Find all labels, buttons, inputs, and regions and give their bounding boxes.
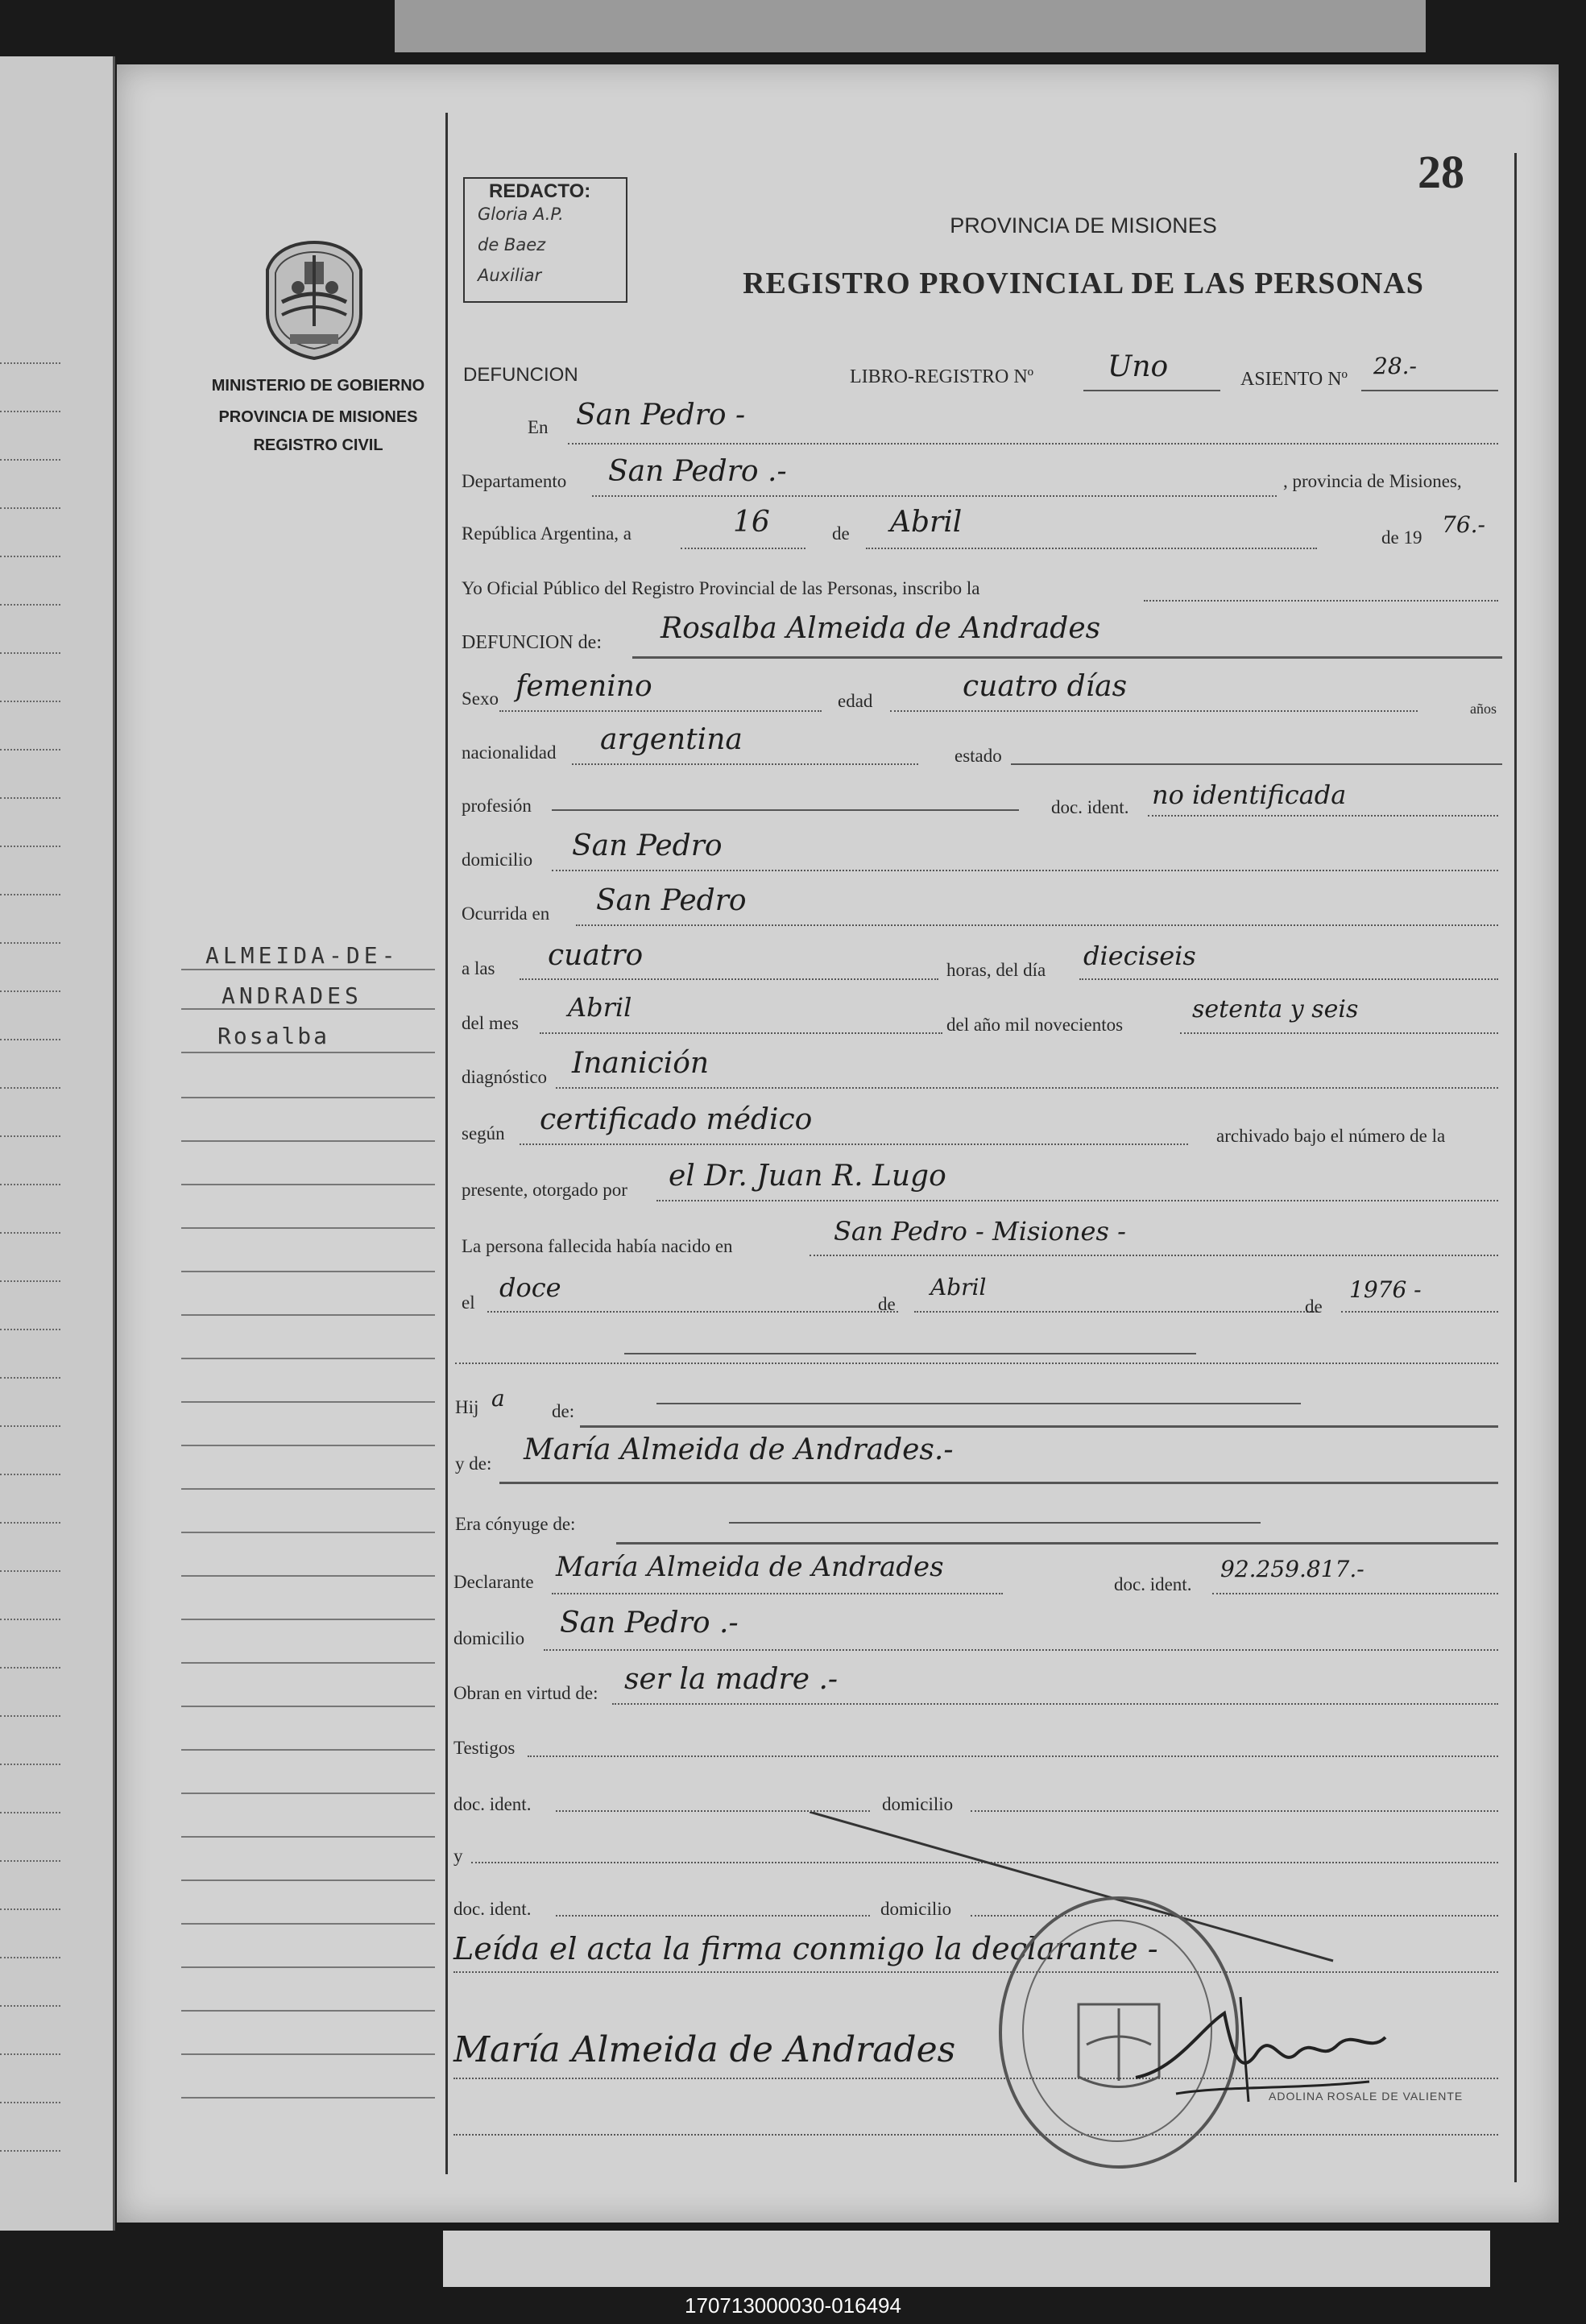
- book-edge-top: [395, 0, 1426, 52]
- provincia-label: , provincia de Misiones,: [1283, 471, 1462, 491]
- de2-label: de: [878, 1294, 896, 1314]
- margin-surname-1: ALMEIDA-DE-: [205, 942, 400, 969]
- redacto-line-3: Auxiliar: [478, 266, 542, 285]
- hij-label: Hij: [455, 1397, 479, 1417]
- anio2-value: 1976 -: [1349, 1276, 1422, 1303]
- profesion-label: profesión: [462, 796, 532, 816]
- redacto-line-1: Gloria A.P.: [478, 205, 564, 224]
- hij-value: a: [491, 1385, 505, 1412]
- registry-title: REGISTRO PROVINCIAL DE LAS PERSONAS: [743, 267, 1424, 300]
- redacto-title: REDACTO:: [489, 180, 591, 202]
- y-de-label: y de:: [455, 1454, 492, 1474]
- domicilio-label: domicilio: [462, 850, 533, 870]
- hij-de-label: de:: [552, 1401, 575, 1421]
- a-las-value: cuatro: [548, 939, 644, 972]
- testigo-y-label: y: [453, 1846, 463, 1866]
- testigos-label: Testigos: [453, 1738, 516, 1758]
- margin-rule: [445, 113, 448, 2174]
- de19-label: de 19: [1381, 527, 1422, 548]
- horas-label: horas, del día: [946, 960, 1046, 980]
- left-page: [0, 56, 115, 2231]
- coat-of-arms-icon: [258, 238, 371, 362]
- doc-ident-value: no identificada: [1152, 779, 1347, 810]
- anos-label: años: [1470, 701, 1497, 717]
- ministry-line-2: PROVINCIA DE MISIONES: [218, 408, 418, 426]
- mes-value: Abril: [890, 506, 963, 539]
- libro-value: Uno: [1108, 350, 1169, 383]
- diagnostico-label: diagnóstico: [462, 1067, 548, 1087]
- del-mes-label: del mes: [462, 1013, 519, 1033]
- del-anio-label: del año mil novecientos: [946, 1015, 1124, 1035]
- el-value: doce: [499, 1272, 561, 1303]
- segun-value: certificado médico: [540, 1103, 813, 1136]
- mes2-value: Abril: [930, 1274, 987, 1301]
- edad-label: edad: [838, 691, 873, 711]
- nacido-label: La persona fallecida había nacido en: [462, 1236, 733, 1256]
- record-type: DEFUNCION: [463, 364, 578, 386]
- domicilio-value: San Pedro: [572, 829, 723, 862]
- del-mes-value: Abril: [568, 992, 632, 1023]
- right-rule: [1514, 153, 1517, 2182]
- closing-statement: Leída el acta la firma conmigo la declarante -: [453, 1931, 1158, 1966]
- decl-dom-label: domicilio: [453, 1628, 525, 1648]
- redacto-line-2: de Baez: [478, 235, 546, 254]
- testigo1-doc-label: doc. ident.: [453, 1794, 532, 1814]
- deceased-name: Rosalba Almeida de Andrades: [660, 612, 1101, 645]
- redacto-box: [463, 177, 627, 303]
- en-label: En: [528, 417, 549, 437]
- ministry-line-3: REGISTRO CIVIL: [253, 436, 383, 454]
- sexo-label: Sexo: [462, 689, 499, 709]
- decl-doc-label: doc. ident.: [1114, 1574, 1192, 1594]
- margin-given-name: Rosalba: [217, 1023, 330, 1049]
- declarante-value: María Almeida de Andrades: [556, 1551, 944, 1583]
- ocurrida-label: Ocurrida en: [462, 904, 550, 924]
- nacido-value: San Pedro - Misiones -: [834, 1216, 1126, 1247]
- asiento-value: 28.-: [1373, 353, 1417, 379]
- margin-surname-2: ANDRADES: [222, 982, 362, 1009]
- libro-label: LIBRO-REGISTRO Nº: [850, 366, 1034, 387]
- archivado-label: archivado bajo el número de la: [1216, 1126, 1446, 1146]
- diagnostico-value: Inanición: [572, 1047, 710, 1080]
- doc-ident-label: doc. ident.: [1051, 797, 1129, 817]
- anio-value: 76.-: [1442, 511, 1485, 538]
- decl-doc-value: 92.259.817.-: [1220, 1556, 1364, 1582]
- horas-value: dieciseis: [1083, 941, 1196, 971]
- presente-label: presente, otorgado por: [462, 1180, 627, 1200]
- province-header: PROVINCIA DE MISIONES: [950, 213, 1217, 238]
- segun-label: según: [462, 1123, 505, 1143]
- testigo2-dom-label: domicilio: [880, 1899, 952, 1919]
- en-value: San Pedro -: [576, 399, 746, 432]
- testigo1-dom-label: domicilio: [882, 1794, 954, 1814]
- testigo2-doc-label: doc. ident.: [453, 1899, 532, 1919]
- dia-value: 16: [733, 506, 770, 539]
- decl-dom-value: San Pedro .-: [560, 1607, 739, 1640]
- register-page: [117, 64, 1559, 2223]
- departamento-label: Departamento: [462, 471, 567, 491]
- del-anio-value: setenta y seis: [1192, 995, 1359, 1023]
- mother-name: María Almeida de Andrades.-: [524, 1433, 954, 1466]
- presente-value: el Dr. Juan R. Lugo: [669, 1160, 946, 1193]
- ocurrida-value: San Pedro: [596, 884, 747, 917]
- declarante-label: Declarante: [453, 1572, 534, 1592]
- obran-value: ser la madre .-: [624, 1663, 839, 1696]
- republica-label: República Argentina, a: [462, 523, 632, 544]
- el-label: el: [462, 1292, 475, 1313]
- official-name: ADOLINA ROSALE DE VALIENTE: [1269, 2090, 1464, 2103]
- ministry-line-1: MINISTERIO DE GOBIERNO: [211, 377, 425, 395]
- asiento-label: ASIENTO Nº: [1240, 369, 1348, 390]
- conyuge-label: Era cónyuge de:: [455, 1514, 576, 1534]
- nacionalidad-value: argentina: [600, 723, 743, 756]
- page-number: 28: [1418, 146, 1464, 198]
- book-edge-bottom: [443, 2231, 1490, 2287]
- edad-value: cuatro días: [963, 670, 1128, 703]
- sexo-value: femenino: [516, 670, 652, 703]
- de-label: de: [832, 523, 850, 544]
- defuncion-de-label: DEFUNCION de:: [462, 632, 602, 653]
- nacionalidad-label: nacionalidad: [462, 742, 557, 763]
- de3-label: de: [1305, 1296, 1323, 1317]
- declarant-signature: María Almeida de Andrades: [453, 2029, 956, 2070]
- yo-oficial: Yo Oficial Público del Registro Provincial de las Personas, inscribo la: [462, 578, 980, 598]
- a-las-label: a las: [462, 958, 495, 978]
- estado-label: estado: [954, 746, 1002, 766]
- departamento-value: San Pedro .-: [608, 455, 787, 488]
- archive-id: 170713000030-016494: [685, 2293, 901, 2318]
- obran-label: Obran en virtud de:: [453, 1683, 598, 1703]
